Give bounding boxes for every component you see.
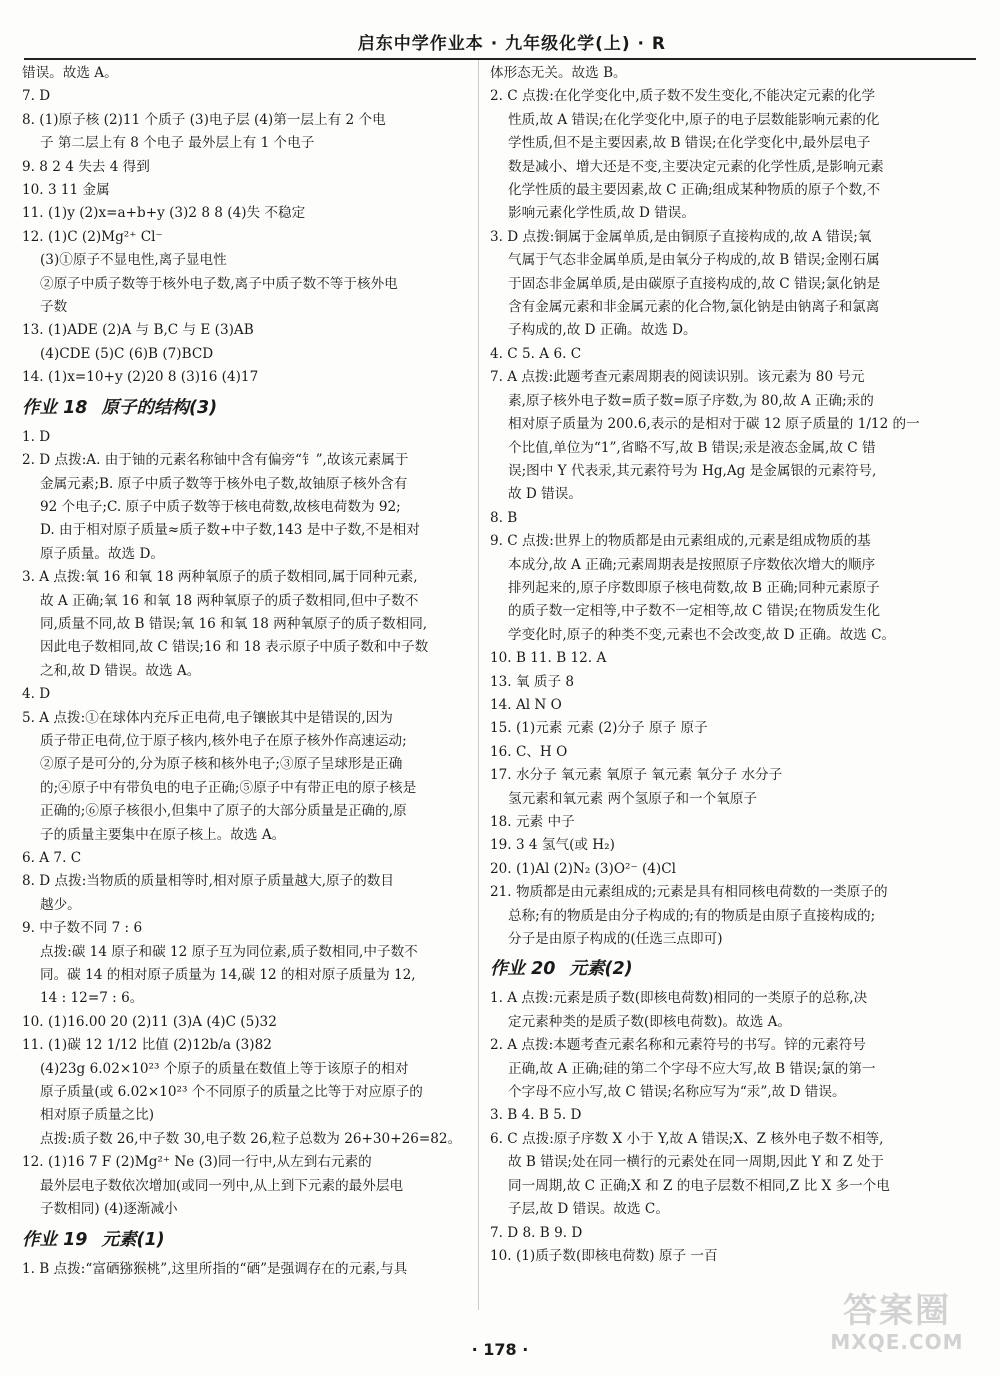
answer-line: 子数相同) (4)逐渐减小 xyxy=(40,1201,178,1218)
answer-line: 10. 3 11 金属 xyxy=(22,182,110,199)
answer-line: 2. D 点拨:A. 由于铀的元素名称铀中含有偏旁“钅”,故该元素属于 xyxy=(22,452,409,469)
answer-line: 故 D 错误。 xyxy=(508,486,582,503)
answer-line: 14 : 12=7 : 6。 xyxy=(40,990,144,1007)
answer-line: 21. 物质都是由元素组成的;元素是具有相同核电荷数的一类原子的 xyxy=(490,884,888,901)
answer-line: D. 由于相对原子质量≈质子数+中子数,143 是中子数,不是相对 xyxy=(40,522,420,539)
answer-line: 金属元素;B. 原子中质子数等于核外电子数,故铀原子核外含有 xyxy=(40,475,408,492)
answer-line: 13. 氧 质子 8 xyxy=(490,673,575,690)
answer-line: 错误。故选 A。 xyxy=(22,65,118,81)
answer-line: 17. 水分子 氧元素 氧原子 氧元素 氧分子 水分子 xyxy=(490,767,783,784)
answer-line: 3. D 点拨:铜属于金属单质,是由铜原子直接构成的,故 A 错误;氧 xyxy=(490,228,872,245)
answer-line: 20. (1)Al (2)N₂ (3)O²⁻ (4)Cl xyxy=(490,860,676,877)
answer-line: 同,质量不同,故 B 错误;氧 16 和氧 18 两种氧原子的质子数相同, xyxy=(40,615,428,632)
answer-line: 7. D 8. B 9. D xyxy=(490,1224,583,1241)
answer-line: 3. A 点拨:氧 16 和氧 18 两种氧原子的质子数相同,属于同种元素, xyxy=(22,569,418,586)
answer-line: 排列起来的,原子序数即原子核电荷数,故 B 正确;同种元素原子 xyxy=(508,579,880,596)
answer-line: 子构成的,故 D 正确。故选 D。 xyxy=(508,322,697,339)
answer-line: 影响元素化学性质,故 D 错误。 xyxy=(508,205,695,222)
answer-line: 分子是由原子构成的(任选三点即可) xyxy=(508,931,723,948)
answer-line: 子 第二层上有 8 个电子 最外层上有 1 个电子 xyxy=(40,135,315,152)
answer-line: 子层,故 D 错误。故选 C。 xyxy=(508,1201,669,1218)
running-title: 启东中学作业本 · 九年级化学(上) · R xyxy=(357,34,666,54)
answer-line: 氢元素和氧元素 两个氢原子和一个氧原子 xyxy=(508,790,758,807)
page-number: · 178 · xyxy=(471,1340,529,1359)
answer-line: 越少。 xyxy=(40,896,81,913)
answer-line: 总称;有的物质是由分子构成的;有的物质是由原子直接构成的; xyxy=(508,907,876,924)
answer-line: 子的质量主要集中在原子核上。故选 A。 xyxy=(40,826,286,843)
answer-line: 相对原子质量之比) xyxy=(40,1107,155,1124)
answer-line: 9. C 点拨:世界上的物质都是由元素组成的,元素是组成物质的基 xyxy=(490,533,871,550)
watermark-logo: 答案圈 xyxy=(843,1291,951,1331)
section-heading xyxy=(490,953,940,985)
answer-line: 8. B xyxy=(490,509,518,526)
answer-line: 原子质量。故选 D。 xyxy=(40,545,164,562)
answer-line: 12. (1)C (2)Mg²⁺ Cl⁻ xyxy=(22,228,163,245)
answer-line: 14. (1)x=10+y (2)20 8 (3)16 (4)17 xyxy=(22,369,259,386)
answer-line: 含有金属元素和非金属元素的化合物,氯化钠是由钠离子和氯离 xyxy=(508,299,880,316)
section-title: 元素(2) xyxy=(569,959,633,980)
answer-line: 19. 3 4 氢气(或 H₂) xyxy=(490,837,615,854)
answer-line: (4)23g 6.02×10²³ 个原子的质量在数值上等于该原子的相对 xyxy=(40,1060,409,1077)
answer-line: 质子带正电荷,位于原子核内,核外电子在原子核外作高速运动; xyxy=(40,732,407,749)
answer-line: 92 个电子;C. 原子中质子数等于核电荷数,故核电荷数为 92; xyxy=(40,498,401,515)
page-header xyxy=(24,18,976,60)
answer-line: 11. (1)y (2)x=a+b+y (3)2 8 8 (4)失 不稳定 xyxy=(22,205,306,222)
answer-line: 学变化时,原子的种类不变,元素也不会改变,故 D 正确。故选 C。 xyxy=(508,626,896,643)
column-divider xyxy=(478,60,479,1310)
answer-line: 同。碳 14 的相对原子质量为 14,碳 12 的相对原子质量为 12, xyxy=(40,967,416,984)
answer-line: 1. B 点拨:“富硒猕猴桃”,这里所指的“硒”是强调存在的元素,与具 xyxy=(22,1260,408,1277)
answer-line: 定元素种类的是质子数(即核电荷数)。故选 A。 xyxy=(508,1013,792,1030)
answer-line: 同一周期,故 C 正确;X 和 Z 的电子层数不相同,Z 比 X 多一个电 xyxy=(508,1177,890,1194)
answer-line: 正确的;⑥原子核很小,但集中了原子的大部分质量是正确的,原 xyxy=(40,803,407,820)
answer-line: 2. C 点拨:在化学变化中,质子数不发生变化,不能决定元素的化学 xyxy=(490,88,876,105)
answer-line: 4. D xyxy=(22,686,51,703)
answer-line: 3. B 4. B 5. D xyxy=(490,1107,582,1124)
answer-line: (3)①原子不显电性,离子显电性 xyxy=(40,252,227,269)
watermark xyxy=(812,1291,982,1361)
answer-line: 的质子数一定相等,中子数不一定相等,故 C 错误;在物质发生化 xyxy=(508,603,881,620)
answer-line: 4. C 5. A 6. C xyxy=(490,345,582,362)
answer-line: 故 B 错误;处在同一横行的元素处在同一周期,因此 Y 和 Z 处于 xyxy=(508,1154,884,1171)
answer-line: 误;图中 Y 代表汞,其元素符号为 Hg,Ag 是金属银的元素符号, xyxy=(508,462,877,479)
answer-line: 学性质,但不是主要因素,故 B 错误;在化学变化中,最外层电子 xyxy=(508,135,871,152)
answer-line: 原子质量(或 6.02×10²³ 个不同原子的质量之比等于对应原子的 xyxy=(40,1084,423,1101)
answer-line: 点拨:碳 14 原子和碳 12 原子互为同位素,质子数相同,中子数不 xyxy=(40,943,418,960)
left-column xyxy=(22,62,474,1281)
answer-line: 7. D xyxy=(22,88,51,105)
answer-line: (4)CDE (5)C (6)B (7)BCD xyxy=(40,345,214,362)
watermark-url: MXQE.COM xyxy=(830,1330,964,1354)
answer-line: 9. 中子数不同 7 : 6 xyxy=(22,920,143,937)
section-title: 元素(1) xyxy=(101,1229,165,1250)
answer-line: 1. A 点拨:元素是质子数(即核电荷数)相同的一类原子的总称,决 xyxy=(490,990,868,1007)
answer-line: ②原子是可分的,分为原子核和核外电子;③原子呈球形是正确 xyxy=(40,756,403,773)
answer-line: 之和,故 D 错误。故选 A。 xyxy=(40,662,201,679)
answer-line: 子数 xyxy=(40,299,68,316)
answer-line: 6. C 点拨:原子序数 X 小于 Y,故 A 错误;X、Z 核外电子数不相等, xyxy=(490,1130,884,1147)
answer-line: ②原子中质子数等于核外电子数,离子中质子数不等于核外电 xyxy=(40,275,398,292)
answer-line: 数是减小、增大还是不变,主要决定元素的化学性质,是影响元素 xyxy=(508,158,884,175)
answer-line: 11. (1)碳 12 1/12 比值 (2)12b/a (3)82 xyxy=(22,1037,272,1054)
answer-line: 8. D 点拨:当物质的质量相等时,相对原子质量越大,原子的数目 xyxy=(22,873,394,890)
answer-line: 16. C、H O xyxy=(490,743,568,760)
answer-line: 素,原子核外电子数=质子数=原子序数,为 80,故 A 正确;汞的 xyxy=(508,392,874,409)
answer-line: 正确,故 A 正确;硅的第二个字母不应大写,故 B 错误;氯的第一 xyxy=(508,1060,876,1077)
answer-line: 相对原子质量为 200.6,表示的是相对于碳 12 原子质量的 1/12 的一 xyxy=(508,416,920,433)
answer-line: 体形态无关。故选 B。 xyxy=(490,65,627,81)
answer-line: 故 A 正确;氧 16 和氧 18 两种氧原子的质子数相同,但中子数不 xyxy=(40,592,419,609)
answer-line: 10. (1)质子数(即核电荷数) 原子 一百 xyxy=(490,1247,718,1264)
answer-line: 性质,故 A 错误;在化学变化中,原子的电子层数能影响元素的化 xyxy=(508,111,880,128)
section-heading xyxy=(22,392,474,424)
answer-line: 8. (1)原子核 (2)11 个质子 (3)电子层 (4)第一层上有 2 个电 xyxy=(22,111,386,128)
section-title: 原子的结构(3) xyxy=(101,397,218,418)
answer-line: 的;④原子中有带负电的电子正确;⑤原子中有带正电的原子核是 xyxy=(40,779,417,796)
right-column xyxy=(490,62,940,1268)
section-number: 作业 20 xyxy=(490,959,556,980)
answer-line: 本成分,故 A 正确;元素周期表是按照原子序数依次增大的顺序 xyxy=(508,556,876,573)
section-number: 作业 19 xyxy=(22,1229,88,1250)
section-number: 作业 18 xyxy=(22,397,88,418)
answer-line: 个字母不应小写,故 C 错误;名称应写为“汞”,故 D 错误。 xyxy=(508,1084,846,1101)
answer-line: 化学性质的最主要因素,故 C 正确;组成某种物质的原子个数,不 xyxy=(508,182,881,199)
answer-line: 点拨:质子数 26,中子数 30,电子数 26,粒子总数为 26+30+26=82。 xyxy=(40,1130,462,1147)
answer-line: 个比值,单位为“1”,省略不写,故 B 错误;汞是液态金属,故 C 错 xyxy=(508,439,876,456)
answer-line: 因此电子数相同,故 C 错误;16 和 18 表示原子中质子数和中子数 xyxy=(40,639,429,656)
section-heading xyxy=(22,1224,474,1256)
answer-line: 1. D xyxy=(22,428,51,445)
answer-line: 6. A 7. C xyxy=(22,850,82,866)
answer-line: 7. A 点拨:此题考查元素周期表的阅读识别。该元素为 80 号元 xyxy=(490,369,865,386)
answer-line: 12. (1)16 7 F (2)Mg²⁺ Ne (3)同一行中,从左到右元素的 xyxy=(22,1154,372,1171)
answer-line: 10. B 11. B 12. A xyxy=(490,650,607,667)
answer-line: 15. (1)元素 元素 (2)分子 原子 原子 xyxy=(490,720,708,737)
answer-line: 13. (1)ADE (2)A 与 B,C 与 E (3)AB xyxy=(22,322,254,339)
answer-line: 最外层电子数依次增加(或同一列中,从上到下元素的最外层电 xyxy=(40,1177,404,1194)
answer-line: 于固态非金属单质,是由碳原子直接构成的,故 C 错误;氯化钠是 xyxy=(508,275,881,292)
answer-line: 9. 8 2 4 失去 4 得到 xyxy=(22,158,150,175)
answer-line: 10. (1)16.00 20 (2)11 (3)A (4)C (5)32 xyxy=(22,1013,277,1030)
answer-line: 5. A 点拨:①在球体内充斥正电荷,电子镶嵌其中是错误的,因为 xyxy=(22,709,393,726)
answer-line: 14. Al N O xyxy=(490,696,562,713)
answer-line: 18. 元素 中子 xyxy=(490,814,575,830)
answer-line: 2. A 点拨:本题考查元素名称和元素符号的书写。锌的元素符号 xyxy=(490,1037,866,1054)
answer-line: 气属于气态非金属单质,是由氧分子构成的,故 B 错误;金刚石属 xyxy=(508,252,880,269)
